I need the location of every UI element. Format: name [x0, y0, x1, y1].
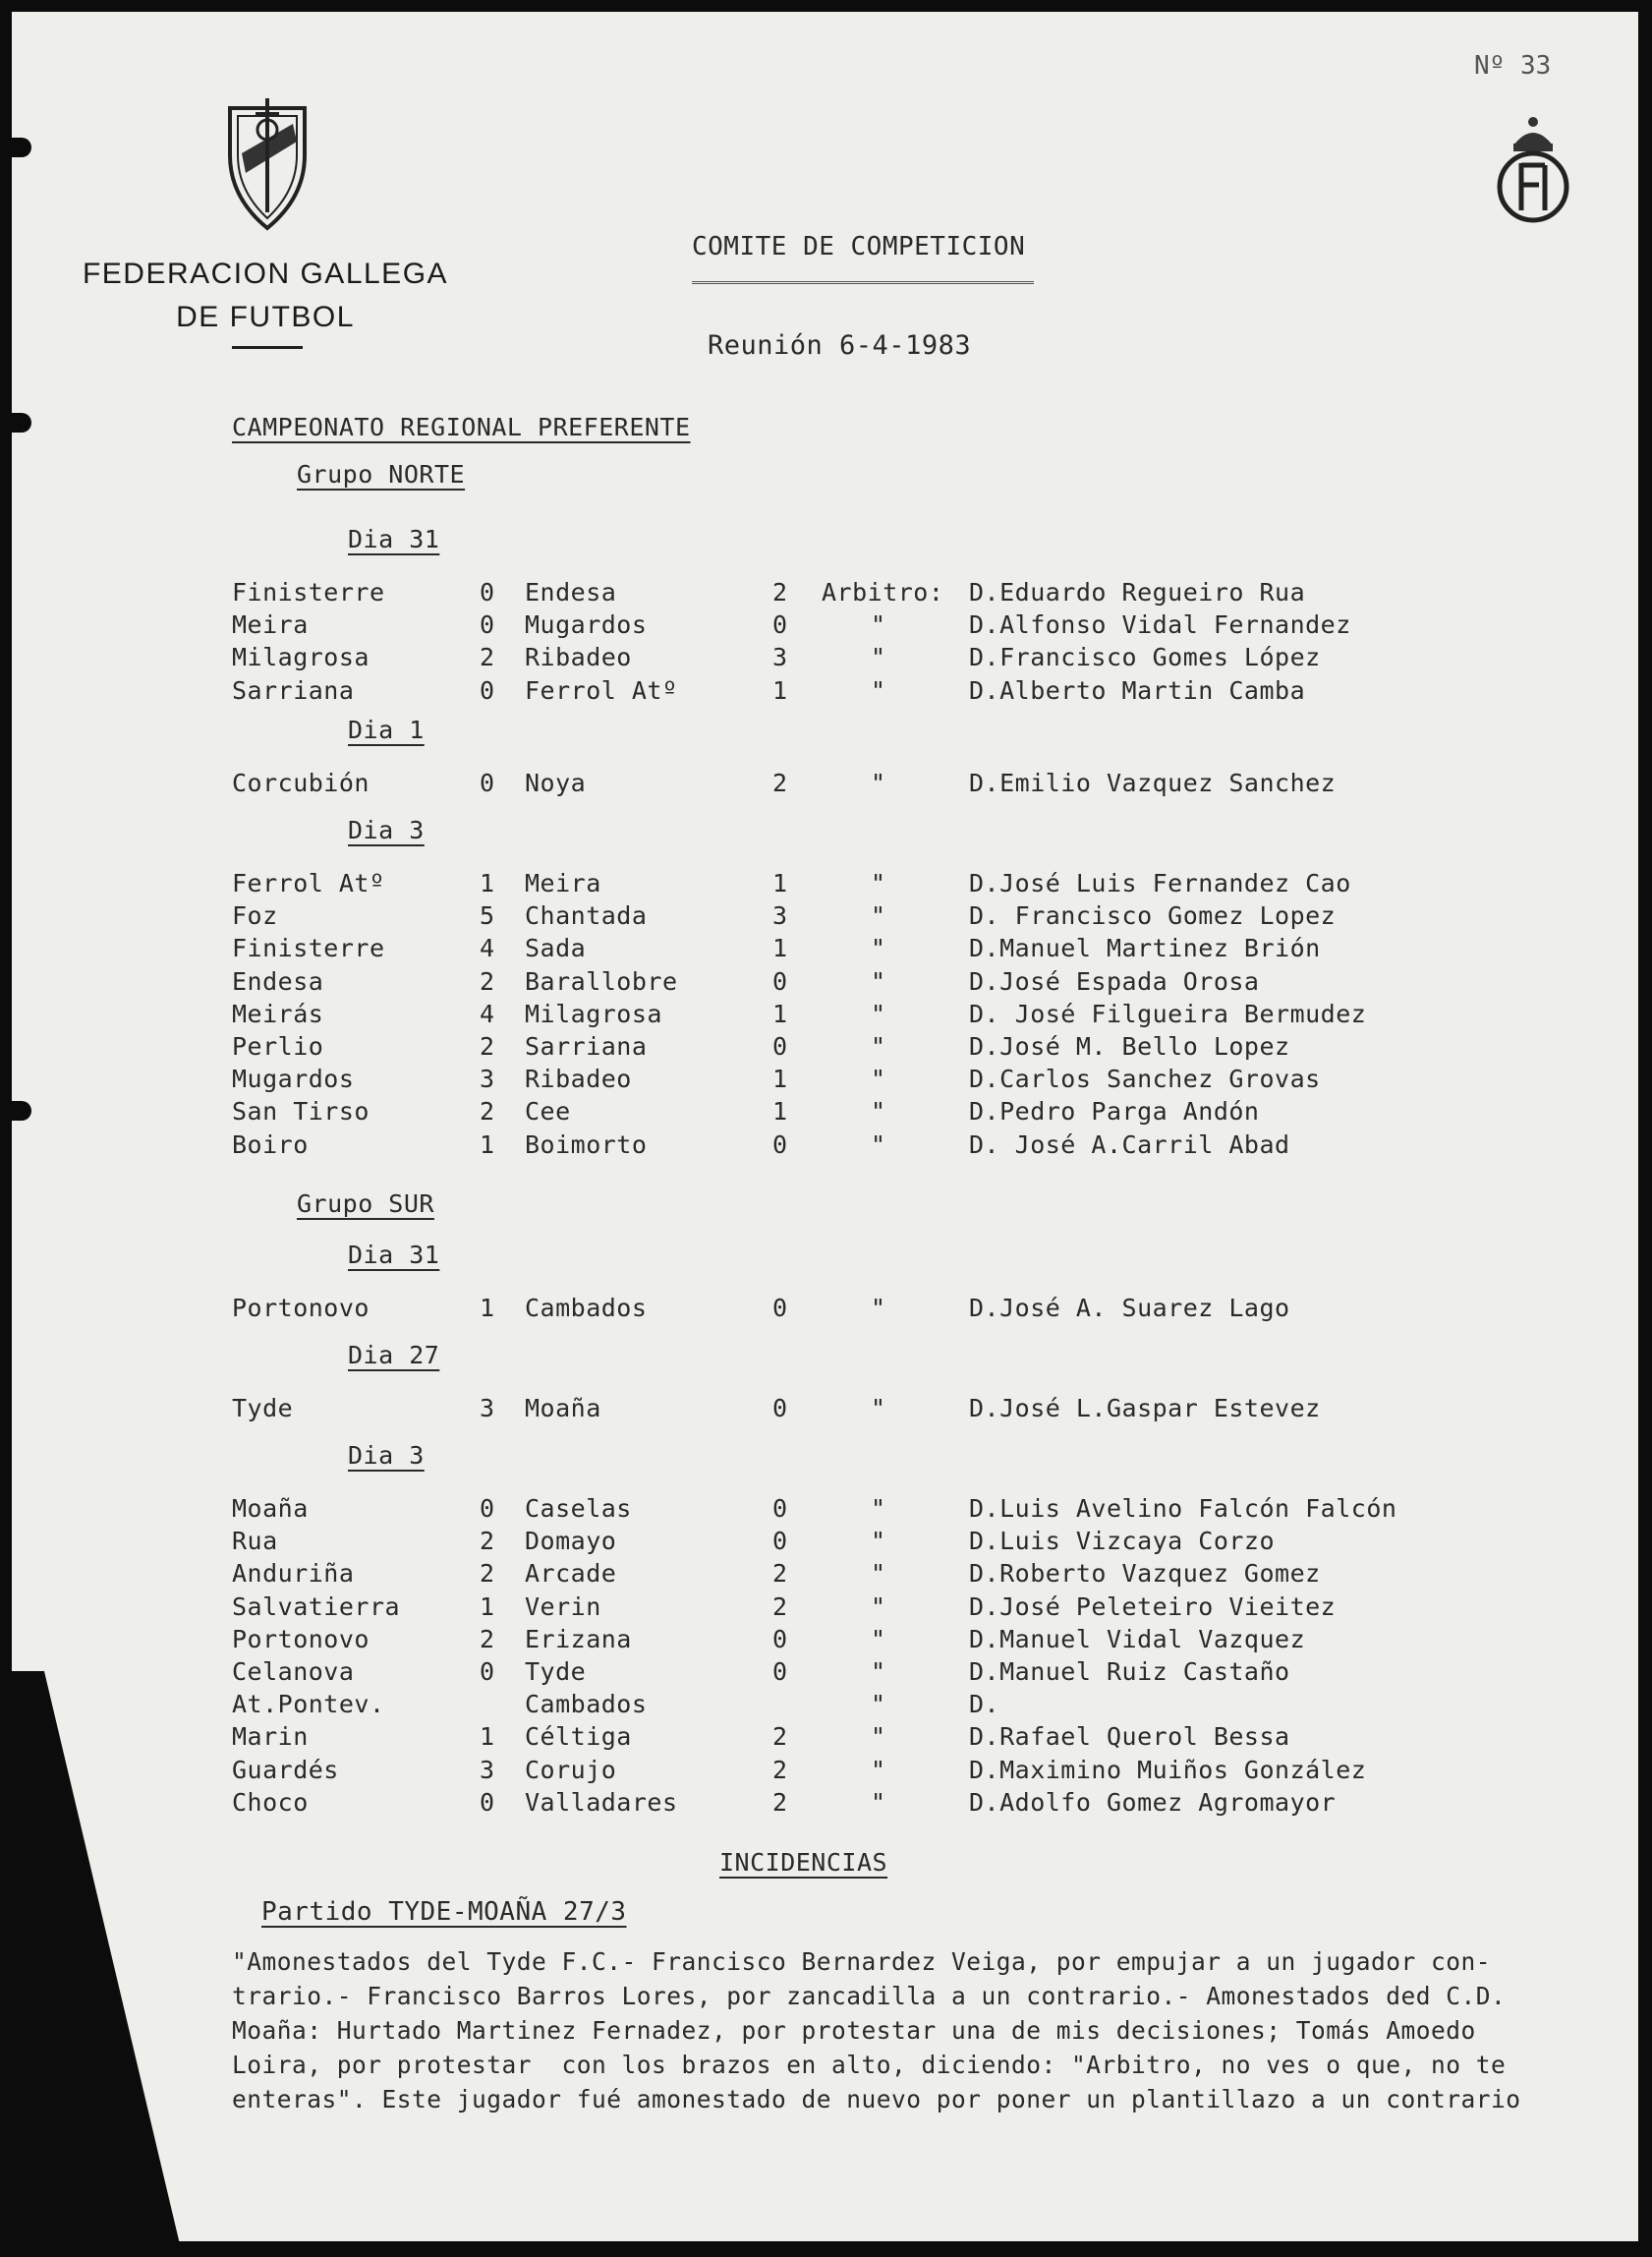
away-score: 2 [772, 578, 788, 607]
home-score: 2 [480, 1624, 495, 1653]
home-team: Guardés [232, 1755, 339, 1784]
home-score: 3 [480, 1755, 495, 1784]
away-score: 2 [772, 769, 788, 797]
home-score: 0 [480, 675, 495, 705]
matchday-label: Dia 1 [348, 716, 425, 744]
incident-line: Moaña: Hurtado Martinez Fernadez, por protestar una de mis decisiones; Tomás Amoedo [232, 2016, 1476, 2045]
committee-title: COMITE DE COMPETICION [692, 232, 1026, 261]
home-score: 0 [480, 578, 495, 607]
away-score: 0 [772, 1394, 788, 1422]
home-score: 4 [480, 999, 495, 1028]
org-name-line2: DE FUTBOL [176, 301, 355, 333]
home-team: Ferrol Atº [232, 869, 385, 897]
home-team: San Tirso [232, 1097, 370, 1127]
referee-ditto-mark: " [871, 1097, 886, 1127]
referee-ditto-mark: " [871, 1755, 886, 1784]
referee-ditto-mark: " [871, 1527, 886, 1556]
away-team: Arcade [525, 1559, 617, 1589]
home-score: 2 [480, 1527, 495, 1556]
referee-ditto-mark: " [871, 1690, 886, 1719]
home-team: Portonovo [232, 1624, 370, 1653]
referee-ditto-mark: " [871, 1032, 886, 1061]
referee-name: D.Maximino Muiños González [969, 1755, 1367, 1784]
referee-name: D.Emilio Vazquez Sanchez [969, 769, 1337, 797]
home-team: Portonovo [232, 1294, 370, 1322]
away-team: Erizana [525, 1624, 632, 1653]
meeting-date: Reunión 6-4-1983 [708, 330, 972, 361]
home-score: 3 [480, 1394, 495, 1422]
document-number: Nº 33 [1474, 51, 1552, 81]
home-score: 2 [480, 643, 495, 672]
referee-name: D.Francisco Gomes López [969, 643, 1321, 672]
home-team: Endesa [232, 966, 324, 996]
home-score: 3 [480, 1065, 495, 1094]
referee-ditto-mark: " [871, 966, 886, 996]
away-team: Boimorto [525, 1129, 648, 1159]
referee-name: D.Manuel Ruiz Castaño [969, 1657, 1290, 1686]
referee-name: D.Luis Vizcaya Corzo [969, 1527, 1276, 1556]
home-team: Choco [232, 1787, 309, 1817]
away-score: 0 [772, 966, 788, 996]
home-team: Corcubión [232, 769, 370, 797]
away-team: Cee [525, 1097, 571, 1127]
referee-ditto-mark: " [871, 1657, 886, 1686]
referee-name: D.Rafael Querol Bessa [969, 1722, 1290, 1752]
referee-ditto-mark: " [871, 643, 886, 672]
referee-name: D.Alberto Martin Camba [969, 675, 1306, 705]
referee-name: D.Adolfo Gomez Agromayor [969, 1787, 1337, 1817]
referee-name: D.Carlos Sanchez Grovas [969, 1065, 1321, 1094]
referee-ditto-mark: " [871, 1559, 886, 1589]
incident-line: Loira, por protestar con los brazos en alto, diciendo: "Arbitro, no ves o que, no te [232, 2051, 1507, 2079]
group-title: Grupo SUR [297, 1189, 434, 1218]
home-team: Boiro [232, 1129, 309, 1159]
referee-ditto-mark: " [871, 1129, 886, 1159]
referee-name: D.José M. Bello Lopez [969, 1032, 1290, 1061]
referee-ditto-mark: Arbitro: [822, 578, 944, 607]
home-team: Salvatierra [232, 1591, 401, 1621]
home-team: At.Pontev. [232, 1690, 385, 1719]
home-score: 2 [480, 966, 495, 996]
incident-line: enteras". Este jugador fué amonestado de nuevo por poner un plantillazo a un contrario [232, 2085, 1521, 2113]
referee-ditto-mark: " [871, 1624, 886, 1653]
home-score: 0 [480, 1787, 495, 1817]
home-team: Sarriana [232, 675, 355, 705]
home-score: 1 [480, 1722, 495, 1752]
home-team: Marin [232, 1722, 309, 1752]
home-team: Tyde [232, 1394, 294, 1422]
home-score: 2 [480, 1559, 495, 1589]
away-team: Cambados [525, 1690, 648, 1719]
incident-line: "Amonestados del Tyde F.C.- Francisco Bernardez Veiga, por empujar a un jugador con- [232, 1947, 1492, 1976]
referee-name: D.Pedro Parga Andón [969, 1097, 1260, 1127]
away-score: 0 [772, 1294, 788, 1322]
away-score: 1 [772, 1065, 788, 1094]
home-team: Mugardos [232, 1065, 355, 1094]
matchday-label: Dia 31 [348, 1241, 440, 1269]
away-team: Domayo [525, 1527, 617, 1556]
away-team: Chantada [525, 901, 648, 931]
referee-name: D.José A. Suarez Lago [969, 1294, 1290, 1322]
away-score: 0 [772, 610, 788, 640]
referee-name: D. José A.Carril Abad [969, 1129, 1290, 1159]
home-score: 4 [480, 934, 495, 963]
punch-hole [0, 138, 31, 157]
punch-hole [0, 413, 31, 433]
referee-ditto-mark: " [871, 934, 886, 963]
punch-hole [0, 1101, 31, 1121]
home-team: Rua [232, 1527, 278, 1556]
home-team: Anduriña [232, 1559, 355, 1589]
away-score: 2 [772, 1755, 788, 1784]
incident-report [232, 1944, 1627, 2116]
incident-line: trario.- Francisco Barros Lores, por zancadilla a un contrario.- Amonestados ded C.D. [232, 1982, 1507, 2010]
championship-title: CAMPEONATO REGIONAL PREFERENTE [232, 413, 691, 441]
away-score: 1 [772, 934, 788, 963]
away-score: 3 [772, 643, 788, 672]
referee-ditto-mark: " [871, 675, 886, 705]
away-score: 1 [772, 675, 788, 705]
away-team: Corujo [525, 1755, 617, 1784]
referee-name: D.José L.Gaspar Estevez [969, 1394, 1321, 1422]
home-score: 0 [480, 1657, 495, 1686]
home-team: Celanova [232, 1657, 355, 1686]
home-score: 0 [480, 769, 495, 797]
away-score: 0 [772, 1494, 788, 1523]
away-team: Verin [525, 1591, 601, 1621]
referee-name: D.José Peleteiro Vieitez [969, 1591, 1337, 1621]
home-score: 0 [480, 1494, 495, 1523]
referee-ditto-mark: " [871, 999, 886, 1028]
title-double-underline [692, 281, 1034, 284]
away-team: Tyde [525, 1657, 587, 1686]
home-team: Milagrosa [232, 643, 370, 672]
away-team: Barallobre [525, 966, 678, 996]
home-team: Finisterre [232, 578, 385, 607]
referee-name: D.Eduardo Regueiro Rua [969, 578, 1306, 607]
referee-name: D. [969, 1690, 1000, 1719]
away-team: Valladares [525, 1787, 678, 1817]
away-score: 3 [772, 901, 788, 931]
away-team: Ribadeo [525, 1065, 632, 1094]
away-score: 0 [772, 1657, 788, 1686]
away-score: 0 [772, 1032, 788, 1061]
away-team: Sada [525, 934, 587, 963]
away-team: Céltiga [525, 1722, 632, 1752]
away-score: 1 [772, 1097, 788, 1127]
matchday-label: Dia 3 [348, 1441, 425, 1470]
home-team: Foz [232, 901, 278, 931]
home-team: Meirás [232, 999, 324, 1028]
away-team: Sarriana [525, 1032, 648, 1061]
away-score: 0 [772, 1129, 788, 1159]
referee-ditto-mark: " [871, 1722, 886, 1752]
away-score: 1 [772, 999, 788, 1028]
away-team: Caselas [525, 1494, 632, 1523]
away-score: 2 [772, 1722, 788, 1752]
home-score: 2 [480, 1032, 495, 1061]
home-team: Finisterre [232, 934, 385, 963]
group-title: Grupo NORTE [297, 460, 466, 489]
incidents-heading: INCIDENCIAS [719, 1848, 888, 1877]
home-score: 1 [480, 869, 495, 897]
referee-name: D. José Filgueira Bermudez [969, 999, 1367, 1028]
referee-name: D.Alfonso Vidal Fernandez [969, 610, 1351, 640]
away-score: 2 [772, 1591, 788, 1621]
home-score: 1 [480, 1129, 495, 1159]
away-team: Ferrol Atº [525, 675, 678, 705]
home-score: 2 [480, 1097, 495, 1127]
referee-ditto-mark: " [871, 1294, 886, 1322]
referee-ditto-mark: " [871, 610, 886, 640]
matchday-label: Dia 3 [348, 816, 425, 844]
referee-name: D.Roberto Vazquez Gomez [969, 1559, 1321, 1589]
home-score: 1 [480, 1591, 495, 1621]
referee-ditto-mark: " [871, 869, 886, 897]
away-score: 2 [772, 1787, 788, 1817]
home-score: 5 [480, 901, 495, 931]
header-rule [232, 346, 303, 349]
org-name-line1: FEDERACION GALLEGA [82, 258, 449, 290]
referee-name: D.José Luis Fernandez Cao [969, 869, 1351, 897]
away-team: Mugardos [525, 610, 648, 640]
referee-ditto-mark: " [871, 1065, 886, 1094]
away-team: Noya [525, 769, 587, 797]
away-team: Ribadeo [525, 643, 632, 672]
rfef-crest-logo [1492, 114, 1574, 230]
home-score: 1 [480, 1294, 495, 1322]
home-team: Meira [232, 610, 309, 640]
away-team: Moaña [525, 1394, 601, 1422]
matchday-label: Dia 27 [348, 1341, 440, 1369]
away-team: Endesa [525, 578, 617, 607]
federation-shield-logo [224, 94, 311, 236]
referee-name: D. Francisco Gomez Lopez [969, 901, 1337, 931]
away-score: 2 [772, 1559, 788, 1589]
referee-name: D.Manuel Vidal Vazquez [969, 1624, 1306, 1653]
referee-ditto-mark: " [871, 901, 886, 931]
away-team: Meira [525, 869, 601, 897]
away-team: Cambados [525, 1294, 648, 1322]
home-team: Perlio [232, 1032, 324, 1061]
away-team: Milagrosa [525, 999, 662, 1028]
referee-ditto-mark: " [871, 1494, 886, 1523]
away-score: 0 [772, 1624, 788, 1653]
referee-name: D.Luis Avelino Falcón Falcón [969, 1494, 1397, 1523]
referee-name: D.José Espada Orosa [969, 966, 1260, 996]
matchday-label: Dia 31 [348, 525, 440, 553]
incident-match-title: Partido TYDE-MOAÑA 27/3 [261, 1897, 627, 1927]
home-team: Moaña [232, 1494, 309, 1523]
home-score: 0 [480, 610, 495, 640]
referee-ditto-mark: " [871, 1787, 886, 1817]
away-score: 1 [772, 869, 788, 897]
referee-ditto-mark: " [871, 769, 886, 797]
referee-ditto-mark: " [871, 1591, 886, 1621]
away-score: 0 [772, 1527, 788, 1556]
referee-ditto-mark: " [871, 1394, 886, 1422]
referee-name: D.Manuel Martinez Brión [969, 934, 1321, 963]
